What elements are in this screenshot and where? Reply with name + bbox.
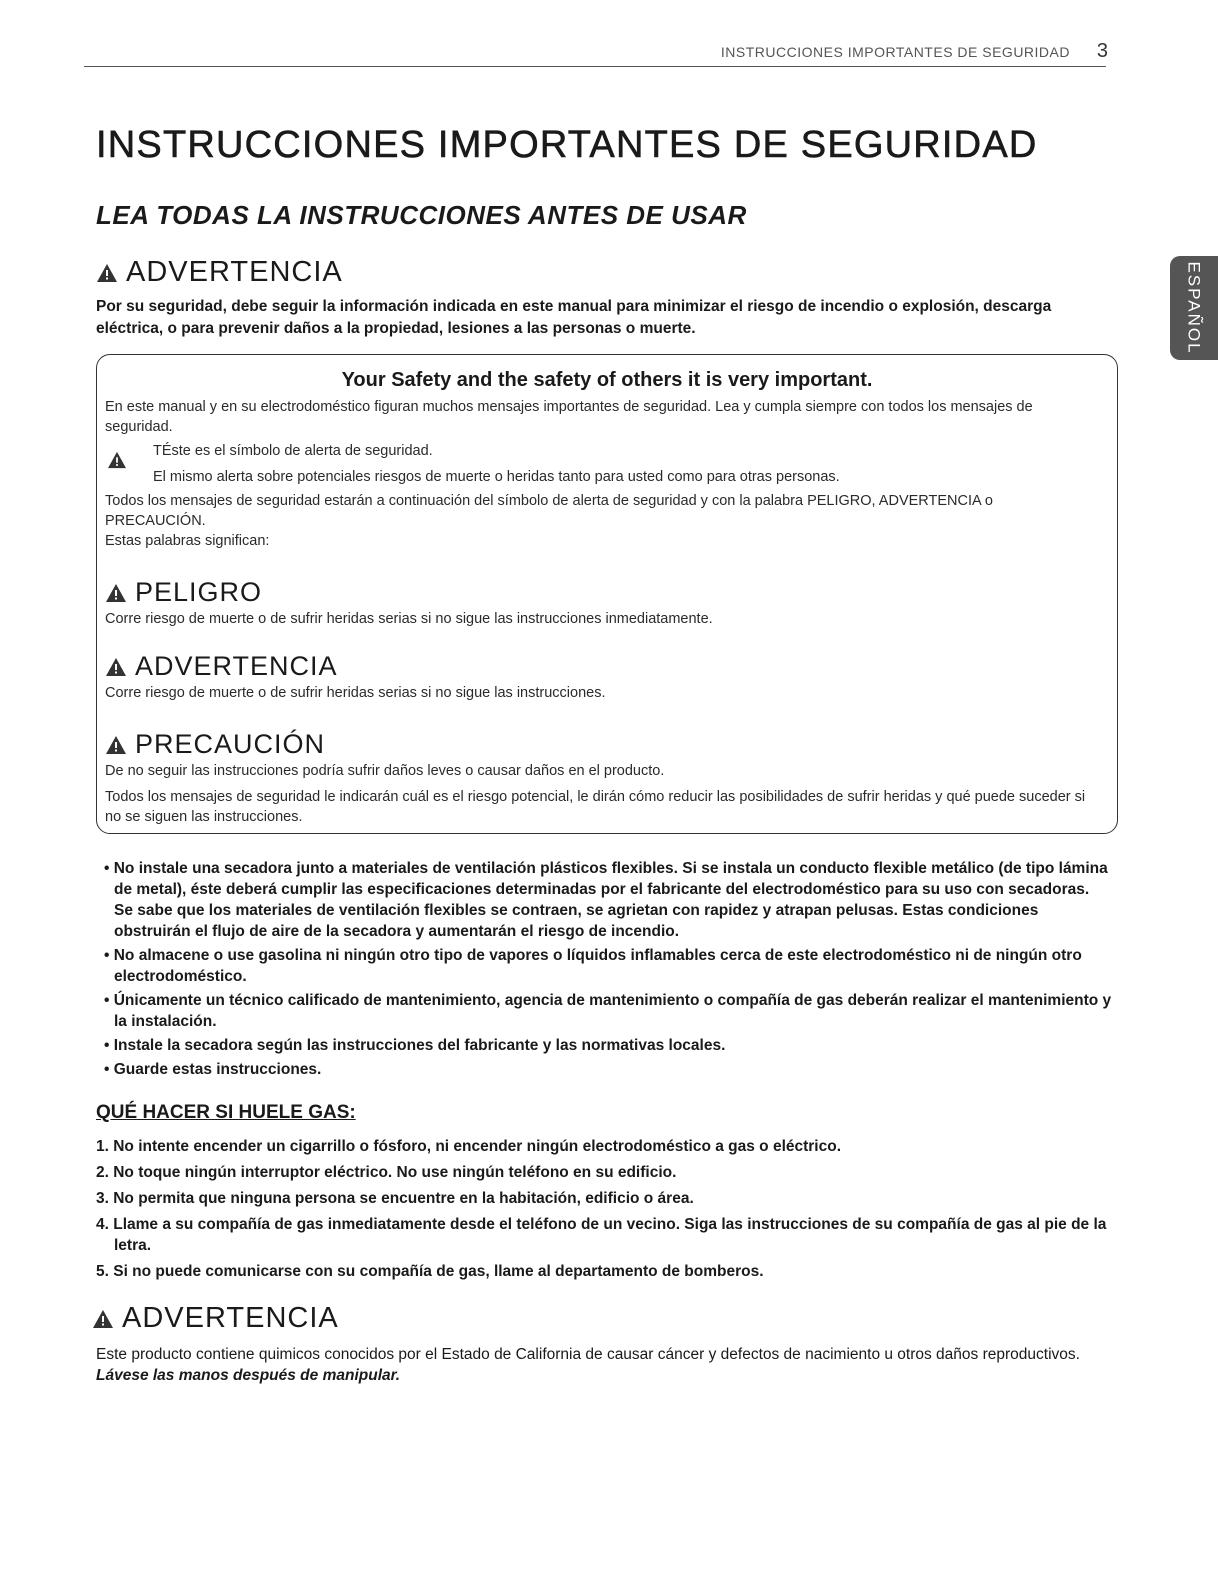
precaucion-text: De no seguir las instrucciones podría sufrir daños leves o causar daños en el producto. — [105, 763, 665, 779]
prop65-emphasis: Lávese las manos después de manipular. — [96, 1367, 401, 1384]
advertencia-heading-text: ADVERTENCIA — [135, 651, 338, 681]
warning-text: Por su seguridad, debe seguir la información indicada en este manual para minimizar el riesgo de incendio o explosión, descarga eléctrica, o para prevenir daños a la propiedad, lesiones a las personas o muerte. — [96, 298, 1052, 337]
safety-all-messages: Todos los mensajes de seguridad estarán a continuación del símbolo de alerta de seguridad y con la palabra PELIGRO, ADVERTENCIA o PRECAUCIÓN. — [105, 493, 993, 529]
warning-triangle-icon — [96, 263, 118, 283]
list-item: • Instale la secadora según las instrucciones del fabricante y las normativas locales. — [104, 1037, 726, 1054]
peligro-heading-text: PELIGRO — [135, 577, 263, 607]
page-number: 3 — [1096, 40, 1108, 62]
list-item: 5. Si no puede comunicarse con su compañía de gas, llame al departamento de bomberos. — [96, 1263, 764, 1280]
safety-meaning: Estas palabras significan: — [105, 533, 270, 549]
warning-triangle-icon — [105, 735, 127, 755]
safety-closing: Todos los mensajes de seguridad le indicarán cuál es el riesgo potencial, le dirán cómo reducir las posibilidades de sufrir heridas y qué puede suceder si no se siguen las instrucciones. — [105, 789, 1086, 825]
list-item: • Guarde estas instrucciones. — [104, 1061, 322, 1078]
page-title: INSTRUCCIONES IMPORTANTES DE SEGURIDAD — [96, 124, 1038, 166]
gas-steps-list — [96, 1136, 1116, 1287]
warning-heading-text: ADVERTENCIA — [126, 256, 343, 288]
page-subtitle: LEA TODAS LA INSTRUCCIONES ANTES DE USAR — [96, 200, 747, 230]
list-item: 3. No permita que ninguna persona se encuentre en la habitación, edificio o área. — [96, 1190, 694, 1207]
header-rule — [84, 66, 1106, 67]
safety-intro: En este manual y en su electrodoméstico figuran muchos mensajes importantes de seguridad. Lea y cumpla siempre con todos los mensajes de seguridad. — [105, 399, 1033, 435]
list-item: • No instale una secadora junto a materiales de ventilación plásticos flexibles. Si se instala un conducto flexible metálico (de tipo lámina de metal), éste deberá cumplir las especificaciones determinadas por el fabricante del electrodoméstico para su uso con secadoras. Se sabe que los materiales de ventilación flexibles se contraen, se agrietan con rapidez y atrapan pelusas. Estas condiciones obstruirán el flujo de aire de la secadora y aumentarán el riesgo de incendio. — [104, 860, 1108, 940]
list-item: • Únicamente un técnico calificado de mantenimiento, agencia de mantenimiento o compañía de gas deberán realizar el mantenimiento y la instalación. — [104, 992, 1112, 1030]
advertencia-text: Corre riesgo de muerte o de sufrir heridas serias si no sigue las instrucciones. — [105, 685, 606, 701]
safety-bullet-list — [92, 858, 1112, 1083]
precaucion-heading-text: PRECAUCIÓN — [135, 729, 326, 759]
running-header: INSTRUCCIONES IMPORTANTES DE SEGURIDAD — [720, 44, 1070, 60]
precaucion-heading — [105, 729, 325, 760]
gas-section-title: QUÉ HACER SI HUELE GAS: — [96, 1102, 356, 1123]
language-tab-label: ESPAÑOL — [1185, 261, 1204, 355]
list-item: 2. No toque ningún interruptor eléctrico. No use ningún teléfono en su edificio. — [96, 1164, 677, 1181]
safety-alert-line1: TÉste es el símbolo de alerta de seguridad. — [153, 443, 433, 459]
list-item: 1. No intente encender un cigarrillo o fósforo, ni encender ningún electrodoméstico a gas o eléctrico. — [96, 1138, 842, 1155]
safety-box-title: Your Safety and the safety of others it is very important. — [341, 369, 873, 391]
warning-heading — [96, 256, 343, 289]
language-tab — [1170, 256, 1218, 360]
warning-triangle-icon — [105, 657, 127, 677]
prop65-text: Este producto contiene quimicos conocidos por el Estado de California de causar cáncer y defectos de nacimiento u otros daños reproductivos. — [96, 1346, 1080, 1363]
safety-alert-icon — [107, 451, 127, 469]
list-item: 4. Llame a su compañía de gas inmediatamente desde el teléfono de un vecino. Siga las instrucciones de su compañía de gas al pie de la letra. — [96, 1216, 1107, 1254]
peligro-heading — [105, 577, 262, 608]
peligro-text: Corre riesgo de muerte o de sufrir heridas serias si no sigue las instrucciones inmediatamente. — [105, 611, 713, 627]
advertencia-heading — [105, 651, 338, 682]
warning-triangle-icon — [92, 1309, 114, 1329]
warning-triangle-icon — [105, 583, 127, 603]
safety-box — [96, 354, 1118, 834]
list-item: • No almacene o use gasolina ni ningún otro tipo de vapores o líquidos inflamables cerca de este electrodoméstico ni de ningún otro electrodoméstico. — [104, 947, 1082, 985]
safety-alert-line2: El mismo alerta sobre potenciales riesgos de muerte o heridas tanto para usted como para otras personas. — [153, 469, 840, 485]
prop65-warning-text — [96, 1344, 1106, 1386]
warning2-heading — [92, 1302, 339, 1335]
warning2-heading-text: ADVERTENCIA — [122, 1302, 339, 1334]
